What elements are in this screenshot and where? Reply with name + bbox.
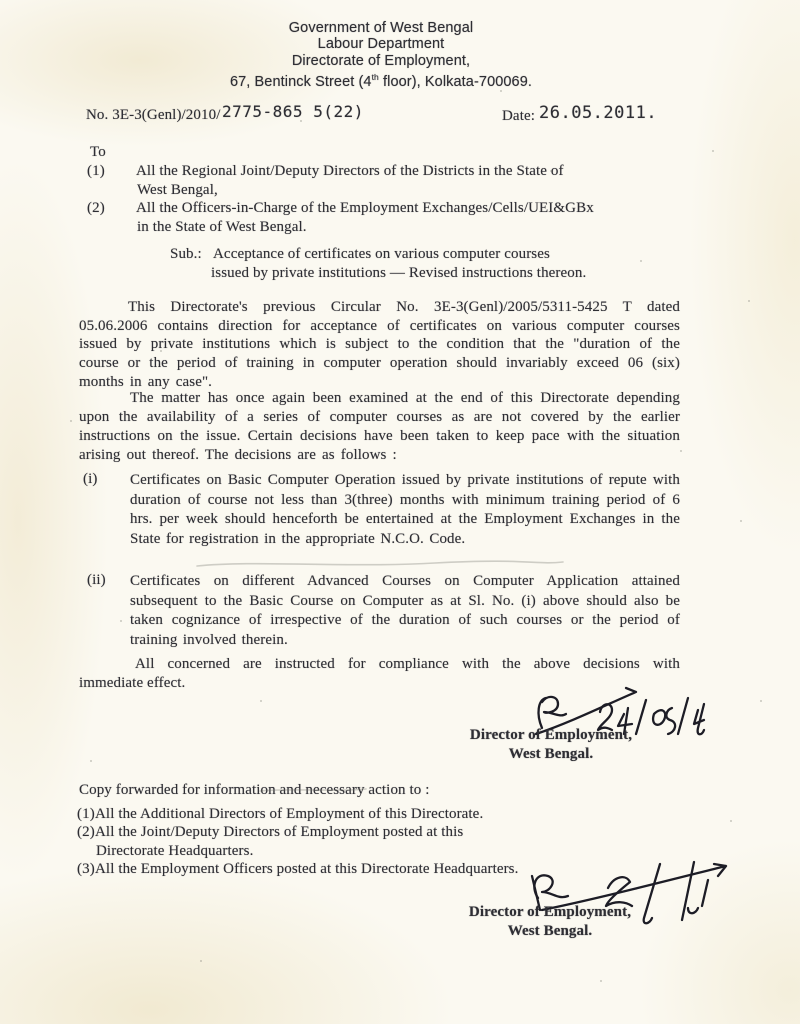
addressee-1-line1: All the Regional Joint/Deputy Directors of the Districts in the State of [136,163,564,179]
signature-top-title [441,726,661,763]
addressee-1-num: (1) [87,163,105,179]
addressee-2-line2: in the State of West Bengal. [137,219,307,235]
signature-bottom-line2: West Bengal. [507,922,593,939]
copy-item-1-line1: All the Additional Directors of Employment of this Directorate. [95,806,484,822]
decision-i-num: (i) [83,471,98,487]
subject-line1: Acceptance of certificates on various computer courses [213,246,550,262]
reference-number-typed: 2775-865 5(22) [222,102,364,121]
copy-item-3-line1: All the Employment Officers posted at this Directorate Headquarters. [95,861,519,877]
address-ordinal-sup: th [371,72,379,83]
letterhead [0,20,762,91]
subject-label: Sub.: [170,246,202,262]
subject-line2: issued by private institutions — Revised instructions thereon. [211,265,587,281]
letterhead-department-line: Labour Department [317,36,445,53]
copy-item-3-num: (3) [77,861,95,877]
signature-top-line2: West Bengal. [508,745,594,762]
date-label: Date: [502,108,535,124]
copy-item-1-num: (1) [77,806,95,822]
signature-bottom-line1: Director of Employment, [468,904,632,920]
signature-bottom-title [440,903,660,940]
letterhead-address-line [0,69,762,90]
date-value: 26.05.2011. [539,103,658,123]
scan-smudge-under-code [195,558,565,570]
address-text-pre: 67, Bentinck Street (4 [229,74,372,91]
reference-number-label: No. 3E-3(Genl)/2010/ [86,107,221,123]
body-paragraph-1: This Directorate's previous Circular No. 3E-3(Genl)/2005/5311-5425 T dated 05.06.2006 contains direction for acceptance of certificates on various computer courses issued by private institutions which is subject to the condition that the "duration of the course or the period of training in computer operation should invariably exceed 06 (six) months in any case". [79,299,680,390]
addressee-1-line2: West Bengal, [137,182,218,198]
body-paragraph-2: The matter has once again been examined at the end of this Directorate depending upon the availability of a series of computer courses as are not covered by the earlier instructions on the issue. Certain decisions have been taken to keep pace with the situation arising out thereof. The decisions are as follows : [79,390,680,463]
copy-forwarded-heading: Copy forwarded for information and necessary action to : [79,782,430,798]
decision-ii-text: Certificates on different Advanced Courses on Computer Application attained subsequent to the Basic Course on Computer as at Sl. No. (i) above should also be taken cognizance of irrespective of the duration of such courses or the period of training involved therein. [130,573,680,649]
letterhead-government-line: Government of West Bengal [288,20,474,36]
letterhead-directorate-line: Directorate of Employment, [291,52,471,69]
closing-line1: All concerned are instructed for compliance with the above decisions with [135,656,680,672]
address-text-post: floor), Kolkata-700069. [378,74,533,91]
copy-item-2-line1: All the Joint/Deputy Directors of Employment posted at this [95,824,464,840]
decision-i-text: Certificates on Basic Computer Operation issued by private institutions of repute with duration of course not less than 3(three) months with minimum training period of 6 hrs. per week should henceforth be entertained at the Employment Exchanges in the State for registration in the appropriate N.C.O. Code. [130,472,680,547]
scan-smudge-heading [258,786,368,794]
signature-top-line1: Director of Employment, [469,727,633,743]
addressee-2-line1: All the Officers-in-Charge of the Employment Exchanges/Cells/UEI&GBx [136,200,594,216]
copy-item-2-line2: Directorate Headquarters. [96,843,254,859]
addressee-2-num: (2) [87,200,105,216]
decision-ii-num: (ii) [87,572,106,588]
copy-item-2-num: (2) [77,824,95,840]
closing-line2: immediate effect. [79,675,186,691]
to-label: To [90,144,106,160]
